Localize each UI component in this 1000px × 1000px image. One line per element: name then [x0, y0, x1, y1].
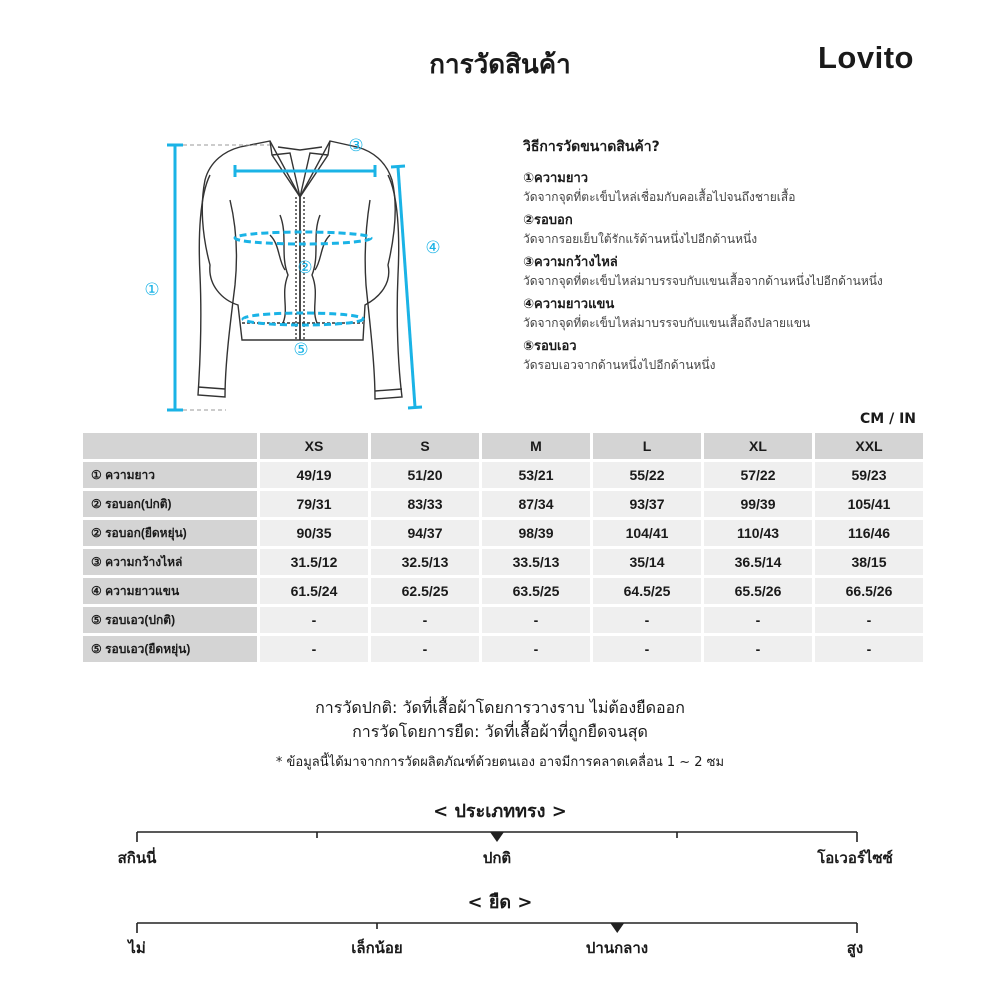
table-cell: 90/35 [260, 520, 368, 546]
size-header: XS [260, 433, 368, 459]
table-cell: 87/34 [482, 491, 590, 517]
note-stretch-measure: การวัดโดยการยืด: วัดที่เสื้อผ้าที่ถูกยืดจนสุด [352, 722, 648, 741]
stretch-label-none: ไม่ [128, 939, 146, 957]
fit-label-regular: ปกติ [482, 849, 512, 867]
fit-label-oversize: โอเวอร์ไซซ์ [817, 849, 893, 867]
measurement-guide [523, 136, 943, 380]
guide-item [523, 212, 943, 248]
table-cell: - [482, 607, 590, 633]
guide-item [523, 338, 943, 374]
table-cell: 38/15 [815, 549, 923, 575]
table-cell: - [482, 636, 590, 662]
row-label: ④ ความยาวแขน [83, 578, 257, 604]
table-cell: - [815, 607, 923, 633]
guide-item [523, 254, 943, 290]
table-cell: - [593, 607, 701, 633]
table-cell: 61.5/24 [260, 578, 368, 604]
table-row [83, 549, 923, 575]
guide-item-name: ②รอบอก [523, 213, 573, 228]
table-cell: 94/37 [371, 520, 479, 546]
table-cell: 36.5/14 [704, 549, 812, 575]
measurement-lines [167, 145, 422, 410]
guide-item [523, 296, 943, 332]
size-header: XL [704, 433, 812, 459]
table-cell: 49/19 [260, 462, 368, 488]
table-cell: 93/37 [593, 491, 701, 517]
table-cell: 99/39 [704, 491, 812, 517]
page-title: การวัดสินค้า [429, 50, 571, 80]
table-cell: - [704, 607, 812, 633]
table-header-row [83, 433, 923, 459]
guide-item-desc: วัดรอบเอวจากด้านหนึ่งไปอีกด้านหนึ่ง [523, 358, 716, 372]
table-cell: 110/43 [704, 520, 812, 546]
table-row [83, 578, 923, 604]
table-cell: 64.5/25 [593, 578, 701, 604]
table-row [83, 520, 923, 546]
table-cell: 32.5/13 [371, 549, 479, 575]
size-table [80, 430, 926, 665]
stretch-label-high: สูง [846, 939, 864, 957]
row-label: ② รอบอก(ยืดหยุ่น) [83, 520, 257, 546]
table-cell: 51/20 [371, 462, 479, 488]
row-label: ⑤ รอบเอว(ยืดหยุ่น) [83, 636, 257, 662]
guide-heading: วิธีการวัดขนาดสินค้า? [523, 139, 660, 155]
guide-item [523, 170, 943, 206]
stretch-label-medium: ปานกลาง [585, 939, 649, 957]
table-cell: 105/41 [815, 491, 923, 517]
table-cell: 35/14 [593, 549, 701, 575]
fit-selected-marker [490, 832, 504, 842]
guide-item-desc: วัดจากจุดที่ตะเข็บไหล่เชื่อมกับคอเสื้อไปจนถึงชายเสื้อ [523, 190, 796, 204]
marker-shoulder: ③ [348, 136, 364, 156]
marker-length: ① [144, 280, 160, 300]
table-row [83, 462, 923, 488]
table-cell: 66.5/26 [815, 578, 923, 604]
table-cell: - [593, 636, 701, 662]
table-cell: - [371, 607, 479, 633]
guide-item-name: ③ความกว้างไหล่ [523, 255, 618, 270]
table-row [83, 636, 923, 662]
table-cell: 83/33 [371, 491, 479, 517]
table-row [83, 491, 923, 517]
table-cell: 98/39 [482, 520, 590, 546]
table-cell: - [371, 636, 479, 662]
table-cell: 65.5/26 [704, 578, 812, 604]
row-label: ② รอบอก(ปกติ) [83, 491, 257, 517]
table-cell: 62.5/25 [371, 578, 479, 604]
fit-scale [130, 826, 870, 848]
table-cell: - [815, 636, 923, 662]
table-cell: 104/41 [593, 520, 701, 546]
row-label: ③ ความกว้างไหล่ [83, 549, 257, 575]
table-row [83, 607, 923, 633]
fit-scale-title: < ประเภททรง > [433, 801, 567, 822]
table-cell: 53/21 [482, 462, 590, 488]
stretch-scale [130, 917, 870, 939]
garment-measurement-diagram [130, 125, 460, 420]
table-cell: 33.5/13 [482, 549, 590, 575]
table-cell: 116/46 [815, 520, 923, 546]
table-cell: - [704, 636, 812, 662]
table-cell: 55/22 [593, 462, 701, 488]
guide-item-name: ④ความยาวแขน [523, 297, 615, 312]
table-cell: 63.5/25 [482, 578, 590, 604]
unit-label: CM / IN [860, 411, 916, 427]
table-cell: 79/31 [260, 491, 368, 517]
table-cell: 59/23 [815, 462, 923, 488]
table-cell: 57/22 [704, 462, 812, 488]
size-header: S [371, 433, 479, 459]
size-header: L [593, 433, 701, 459]
table-cell: 31.5/12 [260, 549, 368, 575]
brand-logo: Lovito [818, 40, 914, 75]
table-corner [83, 433, 257, 459]
marker-sleeve: ④ [425, 238, 441, 258]
stretch-scale-title: < ยืด > [467, 892, 533, 913]
guide-item-name: ①ความยาว [523, 171, 589, 186]
marker-bust: ② [297, 258, 313, 278]
table-cell: - [260, 636, 368, 662]
size-header: M [482, 433, 590, 459]
stretch-selected-marker [610, 923, 624, 933]
marker-waist: ⑤ [293, 340, 309, 360]
table-cell: - [260, 607, 368, 633]
size-header: XXL [815, 433, 923, 459]
guide-item-name: ⑤รอบเอว [523, 339, 577, 354]
row-label: ⑤ รอบเอว(ปกติ) [83, 607, 257, 633]
note-normal-measure: การวัดปกติ: วัดที่เสื้อผ้าโดยการวางราบ ไม่ต้องยืดออก [315, 698, 685, 717]
guide-item-desc: วัดจากจุดที่ตะเข็บไหล่มาบรรจบกับแขนเสื้อถึงปลายแขน [523, 316, 811, 330]
fit-label-skinny: สกินนี่ [117, 849, 157, 867]
stretch-label-slight: เล็กน้อย [351, 939, 403, 957]
guide-item-desc: วัดจากจุดที่ตะเข็บไหล่มาบรรจบกับแขนเสื้อจากด้านหนึ่งไปอีกด้านหนึ่ง [523, 274, 883, 288]
row-label: ① ความยาว [83, 462, 257, 488]
note-disclaimer: * ข้อมูลนี้ได้มาจากการวัดผลิตภัณฑ์ด้วยตนเอง อาจมีการคลาดเคลื่อน 1 ~ 2 ซม [275, 755, 725, 770]
guide-item-desc: วัดจากรอยเย็บใต้รักแร้ด้านหนึ่งไปอีกด้านหนึ่ง [523, 232, 758, 246]
